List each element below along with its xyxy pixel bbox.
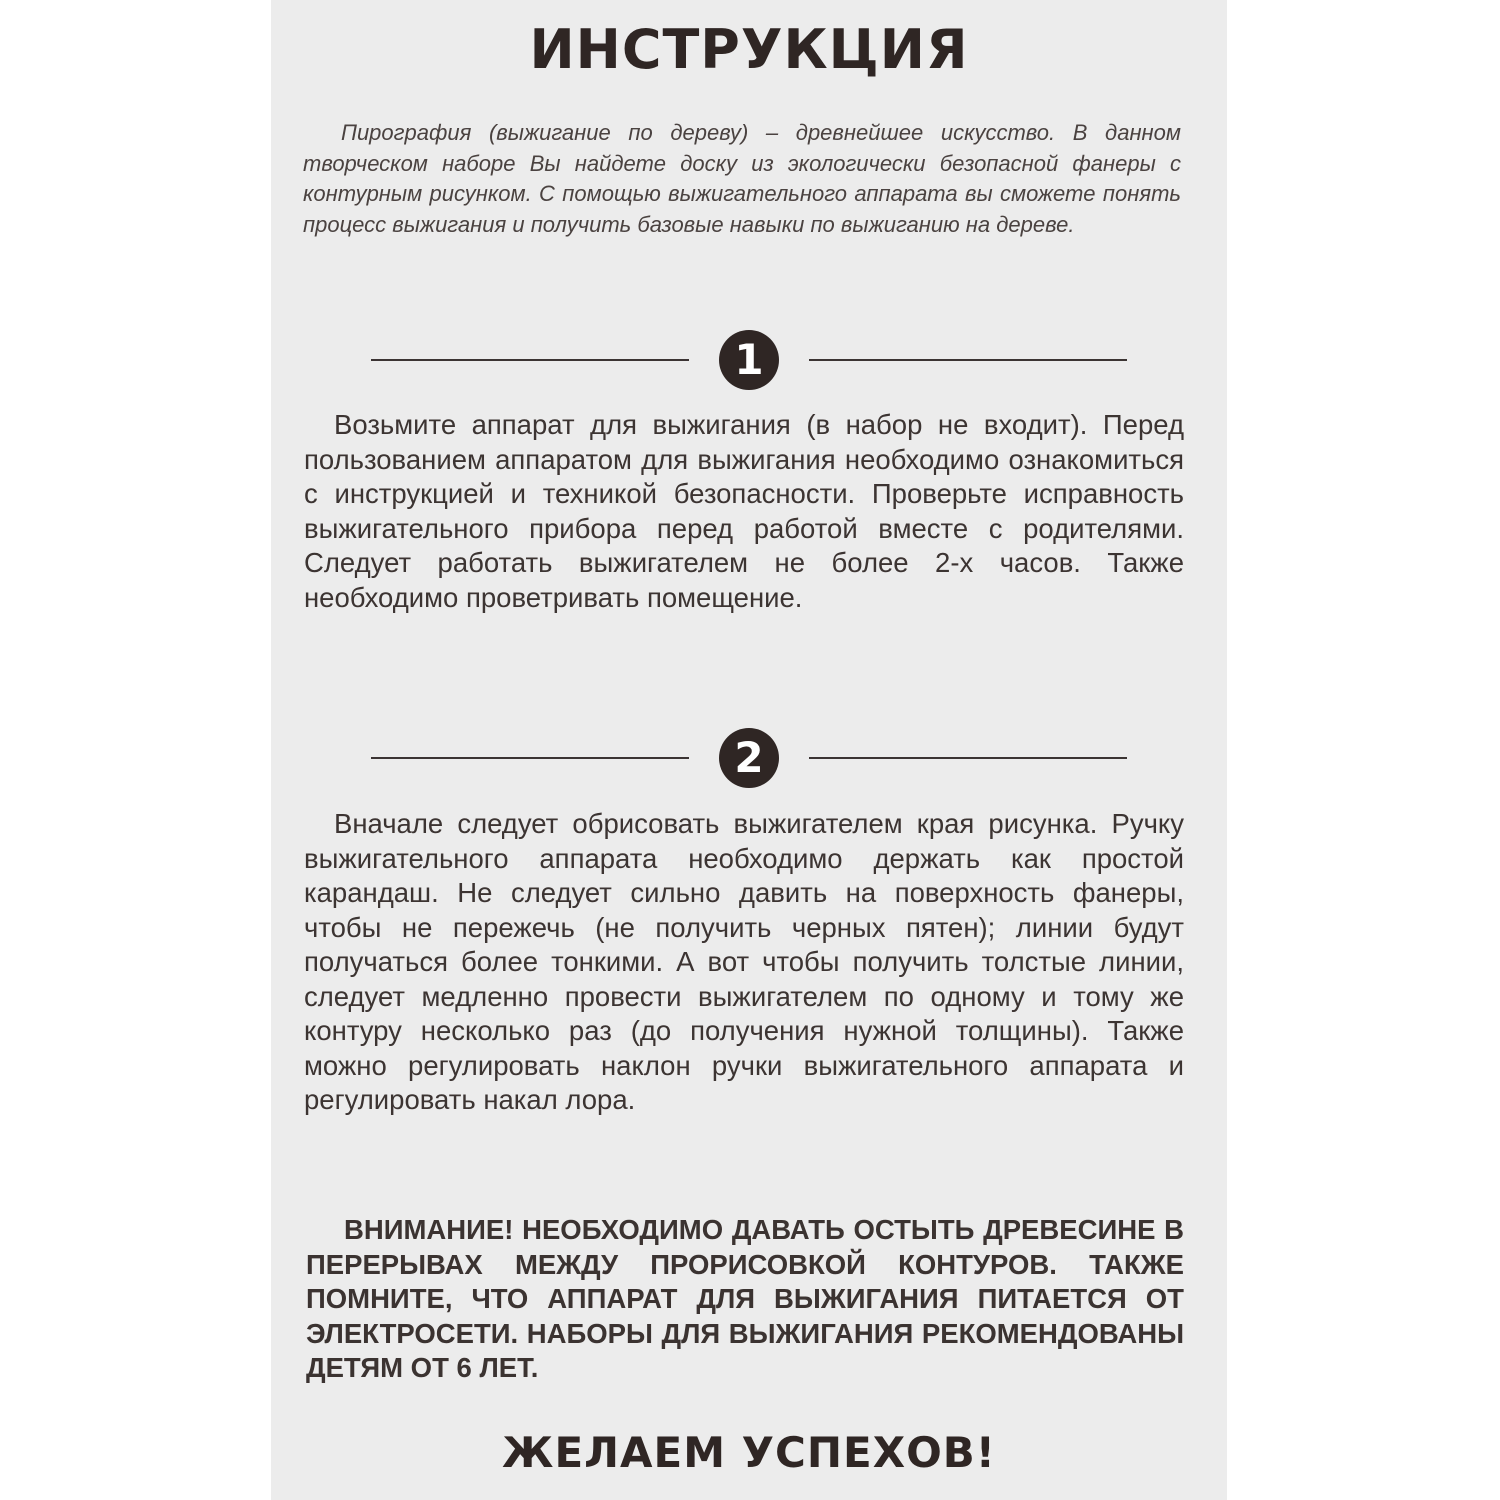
instruction-sheet xyxy=(271,0,1227,1500)
page-title: ИНСТРУКЦИЯ xyxy=(529,18,969,81)
step-1-text: Возьмите аппарат для выжигания (в набор не входит). Перед пользованием аппаратом для выжигания необходимо ознакомиться с инструкцией и техникой безопасности. Проверьте исправность выжигательного прибора перед работой вместе с родителями. Следует работать выжигателем не более 2-х часов. Также необходимо проветривать помещение. xyxy=(304,409,1184,613)
divider-line-left xyxy=(371,359,689,361)
step-1-divider xyxy=(371,330,1127,390)
step-2-number-badge: 2 xyxy=(719,728,779,788)
divider-line-left xyxy=(371,757,689,759)
divider-line-right xyxy=(809,757,1127,759)
step-2-divider xyxy=(371,728,1127,788)
warning-notice: ВНИМАНИЕ! НЕОБХОДИМО ДАВАТЬ ОСТЫТЬ ДРЕВЕСИНЕ В ПЕРЕРЫВАХ МЕЖДУ ПРОРИСОВКОЙ КОНТУРОВ. ТАКЖЕ ПОМНИТЕ, ЧТО АППАРАТ ДЛЯ ВЫЖИГАНИЯ ПИТАЕТСЯ ОТ ЭЛЕКТРОСЕТИ. НАБОРЫ ДЛЯ ВЫЖИГАНИЯ РЕКОМЕНДОВАНЫ ДЕТЯМ ОТ 6 ЛЕТ. xyxy=(306,1214,1184,1383)
step-1-number-badge: 1 xyxy=(719,330,779,390)
closing-wish: ЖЕЛАЕМ УСПЕХОВ! xyxy=(502,1428,996,1477)
step-2-text: Вначале следует обрисовать выжигателем края рисунка. Ручку выжигательного аппарата необходимо держать как простой карандаш. Не следует сильно давить на поверхность фанеры, чтобы не пережечь (не получить черных пятен); линии будут получаться более тонкими. А вот чтобы получить толстые линии, следует медленно провести выжигателем по одному и тому же контуру несколько раз (до получения нужной толщины). Также можно регулировать наклон ручки выжигательного аппарата и регулировать накал лора. xyxy=(304,808,1184,1115)
divider-line-right xyxy=(809,359,1127,361)
intro-paragraph: Пирография (выжигание по дереву) – древнейшее искусство. В данном творческом наборе Вы найдете доску из экологически безопасной фанеры с контурным рисунком. С помощью выжигательного аппарата вы сможете понять процесс выжигания и получить базовые навыки по выжиганию на дереве. xyxy=(303,120,1181,237)
